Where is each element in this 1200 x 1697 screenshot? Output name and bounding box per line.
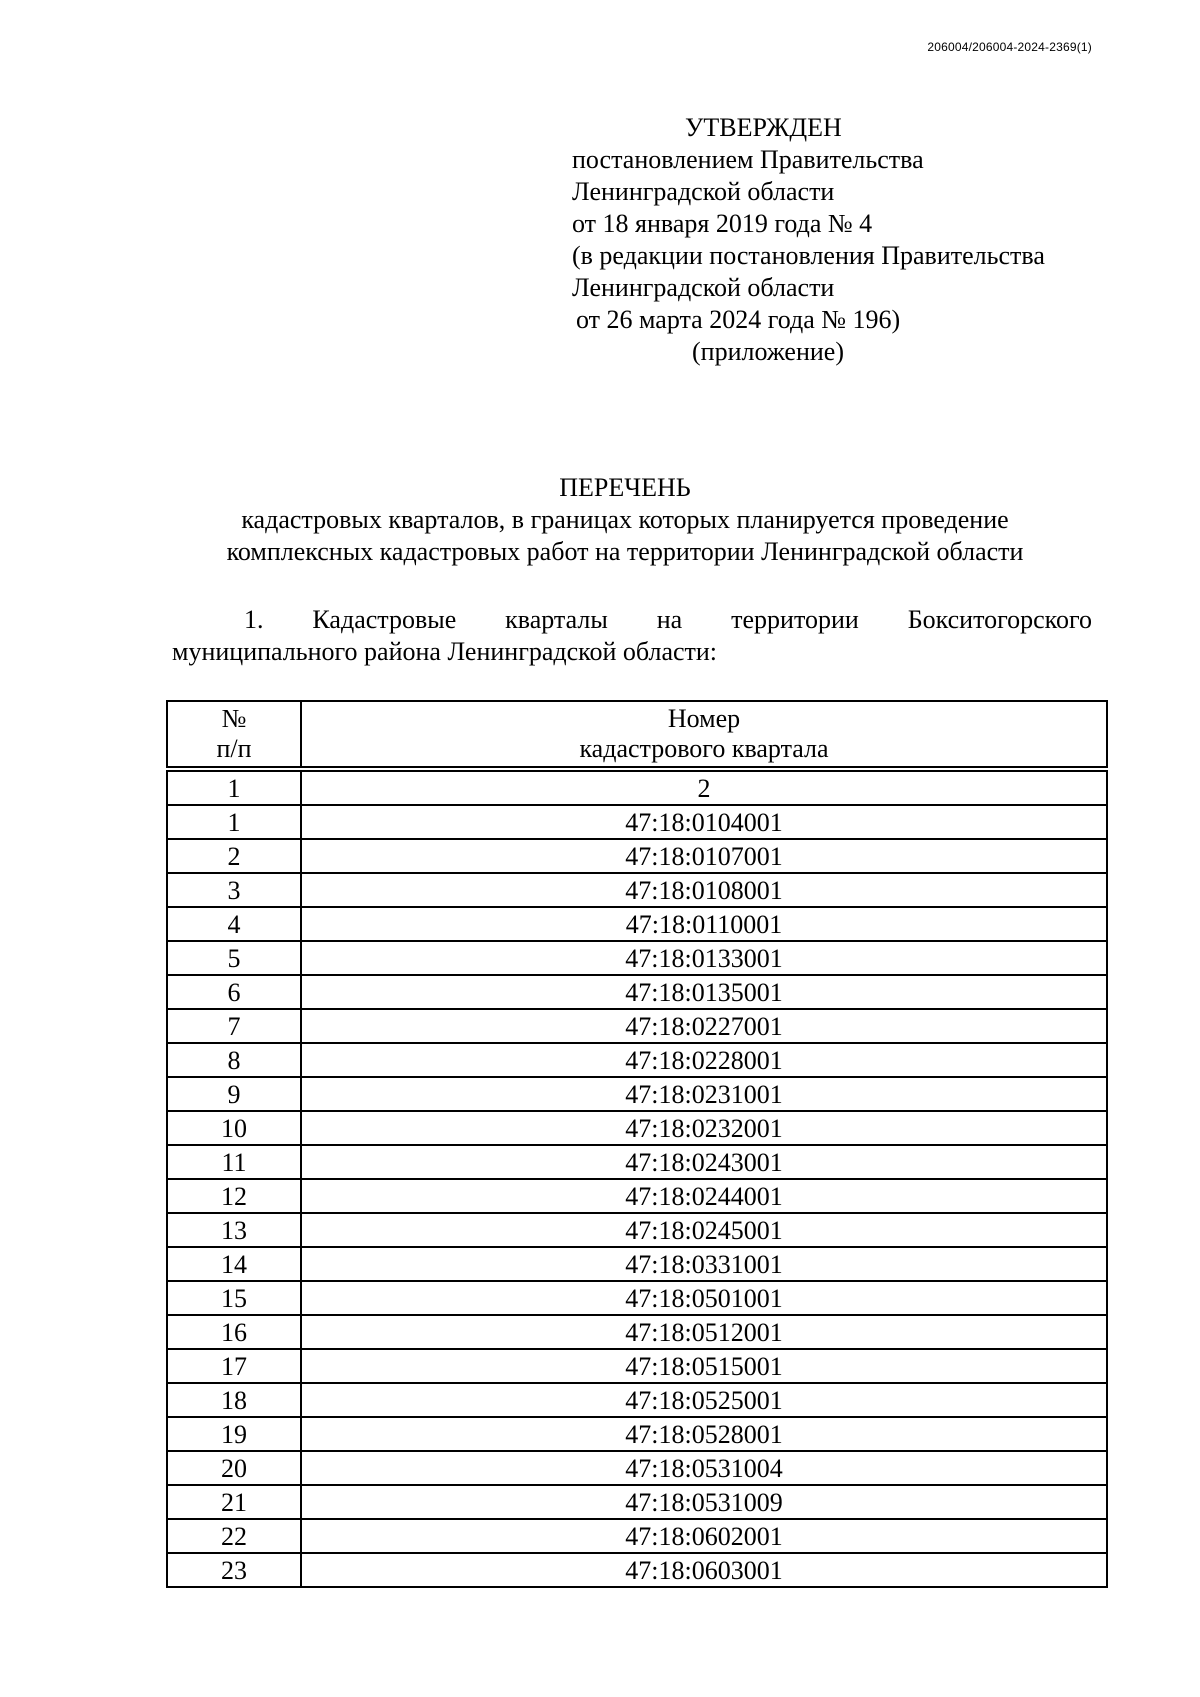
section-number: 1. xyxy=(244,605,264,634)
cadastral-code: 47:18:0531004 xyxy=(301,1451,1107,1485)
row-number: 17 xyxy=(167,1349,301,1383)
table-row xyxy=(167,1281,1107,1315)
row-number: 23 xyxy=(167,1553,301,1587)
table-row xyxy=(167,1009,1107,1043)
row-number: 12 xyxy=(167,1179,301,1213)
cadastral-code: 47:18:0603001 xyxy=(301,1553,1107,1587)
row-number: 15 xyxy=(167,1281,301,1315)
section-line xyxy=(172,604,1092,636)
table-row xyxy=(167,805,1107,839)
cadastral-code: 47:18:0104001 xyxy=(301,805,1107,839)
table-row xyxy=(167,1077,1107,1111)
table-row xyxy=(167,1247,1107,1281)
table-row xyxy=(167,907,1107,941)
row-number: 9 xyxy=(167,1077,301,1111)
header-text: № xyxy=(221,704,247,733)
table-body xyxy=(167,771,1107,1587)
table-row xyxy=(167,1451,1107,1485)
table-row xyxy=(167,1213,1107,1247)
table-row xyxy=(167,1043,1107,1077)
table-row xyxy=(167,1383,1107,1417)
document-title xyxy=(140,472,1110,568)
table-row xyxy=(167,1485,1107,1519)
table-header-row xyxy=(167,701,1107,767)
cadastral-code: 47:18:0110001 xyxy=(301,907,1107,941)
cadastral-code: 47:18:0531009 xyxy=(301,1485,1107,1519)
table-row xyxy=(167,1553,1107,1587)
approval-line: от 26 марта 2024 года № 196) xyxy=(576,305,901,334)
approval-line: Ленинградской области xyxy=(572,177,835,206)
title-main: ПЕРЕЧЕНЬ xyxy=(559,473,691,502)
table-row xyxy=(167,839,1107,873)
section-word: территории xyxy=(731,605,859,634)
approval-line: постановлением Правительства xyxy=(572,145,924,174)
row-number: 1 xyxy=(167,805,301,839)
cadastral-code: 47:18:0525001 xyxy=(301,1383,1107,1417)
cadastral-code: 47:18:0331001 xyxy=(301,1247,1107,1281)
cadastral-table-grid xyxy=(166,700,1108,1588)
row-number: 4 xyxy=(167,907,301,941)
row-number: 2 xyxy=(167,839,301,873)
section-word: Бокситогорского xyxy=(907,605,1092,634)
header-number xyxy=(167,701,301,767)
cadastral-code: 47:18:0602001 xyxy=(301,1519,1107,1553)
table-row xyxy=(167,1111,1107,1145)
row-number: 13 xyxy=(167,1213,301,1247)
table-row xyxy=(167,873,1107,907)
table-row xyxy=(167,1145,1107,1179)
header-text: Номер xyxy=(667,704,741,733)
cadastral-code: 47:18:0227001 xyxy=(301,1009,1107,1043)
row-number: 5 xyxy=(167,941,301,975)
document-id: 206004/206004-2024-2369(1) xyxy=(927,40,1092,54)
approval-line: Ленинградской области xyxy=(572,273,835,302)
title-line: комплексных кадастровых работ на территории Ленинградской области xyxy=(226,537,1024,566)
row-number: 6 xyxy=(167,975,301,1009)
cadastral-code: 47:18:0231001 xyxy=(301,1077,1107,1111)
cadastral-code: 47:18:0515001 xyxy=(301,1349,1107,1383)
cadastral-code: 47:18:0528001 xyxy=(301,1417,1107,1451)
column-index-row xyxy=(167,771,1107,805)
row-number: 21 xyxy=(167,1485,301,1519)
section-word: Кадастровые xyxy=(312,605,457,634)
cadastral-code: 47:18:0107001 xyxy=(301,839,1107,873)
section-word: кварталы xyxy=(505,605,608,634)
row-number: 20 xyxy=(167,1451,301,1485)
cadastral-code: 47:18:0135001 xyxy=(301,975,1107,1009)
approval-line: (в редакции постановления Правительства xyxy=(572,241,1045,270)
row-number: 3 xyxy=(167,873,301,907)
table-row xyxy=(167,1349,1107,1383)
table-row xyxy=(167,1179,1107,1213)
header-text: п/п xyxy=(216,734,252,763)
table-row xyxy=(167,975,1107,1009)
cadastral-code: 47:18:0228001 xyxy=(301,1043,1107,1077)
table-row xyxy=(167,1315,1107,1349)
row-number: 11 xyxy=(167,1145,301,1179)
row-number: 16 xyxy=(167,1315,301,1349)
section-word: на xyxy=(656,605,683,634)
approval-line: (приложение) xyxy=(692,337,845,366)
cadastral-code: 47:18:0244001 xyxy=(301,1179,1107,1213)
cadastral-code: 47:18:0512001 xyxy=(301,1315,1107,1349)
table-cell: 1 xyxy=(167,771,301,805)
section-line: муниципального района Ленинградской области: xyxy=(172,637,718,666)
row-number: 14 xyxy=(167,1247,301,1281)
row-number: 18 xyxy=(167,1383,301,1417)
cadastral-table xyxy=(166,700,1108,1588)
title-line: кадастровых кварталов, в границах которых планируется проведение xyxy=(241,505,1009,534)
header-text: кадастрового квартала xyxy=(579,734,829,763)
cadastral-code: 47:18:0133001 xyxy=(301,941,1107,975)
table-row xyxy=(167,941,1107,975)
cadastral-code: 47:18:0232001 xyxy=(301,1111,1107,1145)
cadastral-code: 47:18:0243001 xyxy=(301,1145,1107,1179)
row-number: 22 xyxy=(167,1519,301,1553)
cadastral-code: 47:18:0501001 xyxy=(301,1281,1107,1315)
approval-line: от 18 января 2019 года № 4 xyxy=(572,209,873,238)
table-row xyxy=(167,1519,1107,1553)
approval-stamp xyxy=(572,112,1112,368)
header-cadastral-number xyxy=(301,701,1107,767)
row-number: 8 xyxy=(167,1043,301,1077)
row-number: 19 xyxy=(167,1417,301,1451)
cadastral-code: 47:18:0245001 xyxy=(301,1213,1107,1247)
approval-heading: УТВЕРЖДЕН xyxy=(685,113,842,142)
row-number: 7 xyxy=(167,1009,301,1043)
row-number: 10 xyxy=(167,1111,301,1145)
section-heading xyxy=(172,604,1092,668)
table-cell: 2 xyxy=(301,771,1107,805)
cadastral-code: 47:18:0108001 xyxy=(301,873,1107,907)
table-row xyxy=(167,1417,1107,1451)
